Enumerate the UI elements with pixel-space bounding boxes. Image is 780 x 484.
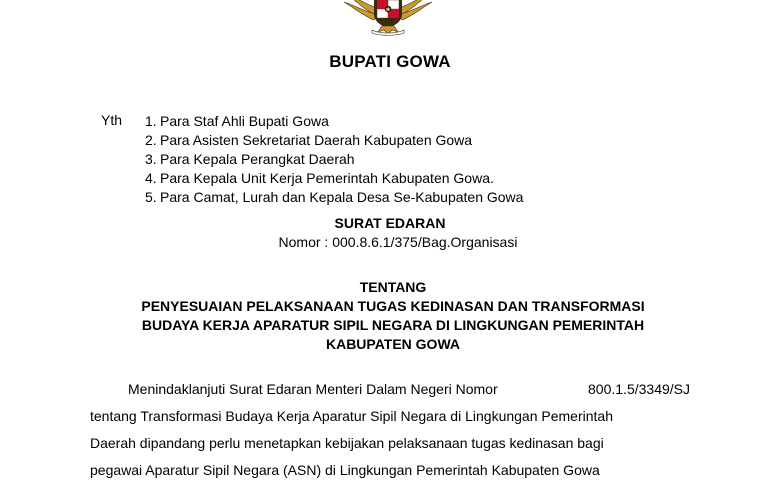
body-line-text: pegawai Aparatur Sipil Negara (ASN) di Lingkungan Pemerintah Kabupaten Gowa	[90, 462, 600, 478]
circular-number: Nomor : 000.8.6.1/375/Bag.Organisasi	[278, 234, 518, 250]
list-item-text: Para Staf Ahli Bupati Gowa	[160, 113, 329, 129]
list-item	[145, 188, 523, 207]
circular-heading: SURAT EDARAN	[334, 215, 446, 231]
body-line	[90, 376, 690, 403]
list-item-number: 5.	[145, 189, 157, 205]
body-line	[90, 403, 690, 430]
body-line-text: tentang Transformasi Budaya Kerja Aparatur Sipil Negara di Lingkungan Pemerintah	[90, 408, 613, 424]
subject-block	[0, 278, 780, 354]
list-item	[145, 150, 523, 169]
body-line-text: 800.1.5/3349/SJ	[588, 381, 690, 397]
subject-line: KABUPATEN GOWA	[325, 336, 461, 352]
recipient-list	[145, 112, 523, 207]
subject-heading: TENTANG	[359, 279, 427, 295]
list-item-text: Para Kepala Unit Kerja Pemerintah Kabupaten Gowa.	[160, 170, 494, 186]
recipient-label: Yth	[101, 112, 123, 128]
list-item-number: 3.	[145, 151, 157, 167]
list-item-number: 1.	[145, 113, 157, 129]
list-item-text: Para Kepala Perangkat Daerah	[160, 151, 355, 167]
body-line-text: Menindaklanjuti Surat Edaran Menteri Dalam Negeri Nomor	[128, 381, 498, 397]
list-item	[145, 131, 523, 150]
body-line	[90, 457, 690, 484]
body-paragraph	[90, 376, 690, 484]
subject-line: PENYESUAIAN PELAKSANAAN TUGAS KEDINASAN DAN TRANSFORMASI	[141, 298, 645, 314]
list-item	[145, 112, 523, 131]
list-item-text: Para Asisten Sekretariat Daerah Kabupaten Gowa	[160, 132, 473, 148]
subject-line: BUDAYA KERJA APARATUR SIPIL NEGARA DI LINGKUNGAN PEMERINTAH	[141, 317, 645, 333]
list-item	[145, 169, 523, 188]
page-title: BUPATI GOWA	[329, 52, 451, 71]
list-item-number: 4.	[145, 170, 157, 186]
list-item-text: Para Camat, Lurah dan Kepala Desa Se-Kabupaten Gowa	[160, 189, 524, 205]
list-item-number: 2.	[145, 132, 157, 148]
body-line-text: Daerah dipandang perlu menetapkan kebijakan pelaksanaan tugas kedinasan bagi	[90, 435, 604, 451]
garuda-emblem-icon	[338, 0, 438, 36]
body-line	[90, 430, 690, 457]
